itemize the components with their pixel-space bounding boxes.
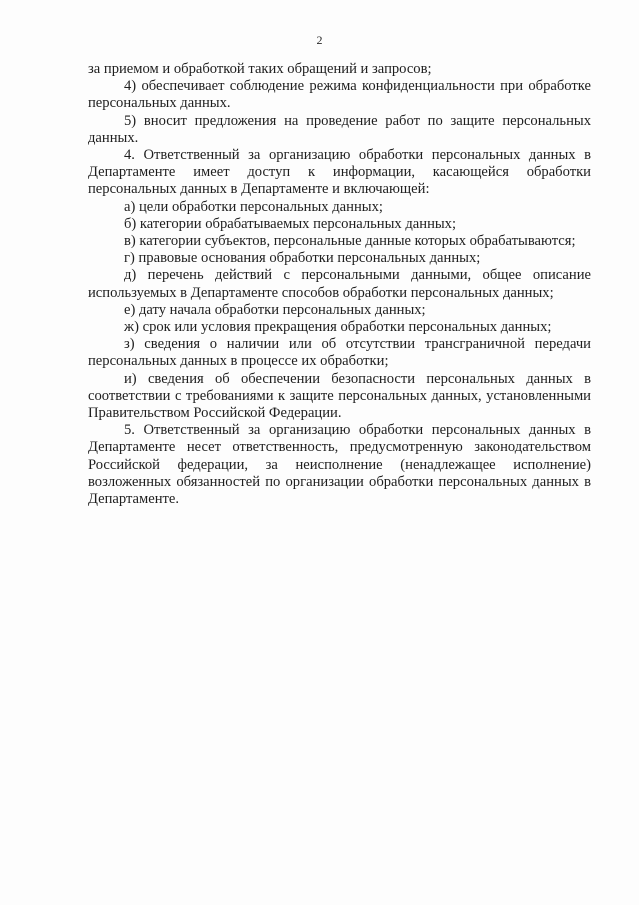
list-item-a: а) цели обработки персональных данных;	[124, 198, 383, 215]
paragraph-continuation: за приемом и обработкой таких обращений и запросов;	[88, 61, 432, 77]
list-item-z: з) сведения о наличии или об отсутствии трансграничной передачи персональных данных в процессе их обработки;	[88, 336, 591, 370]
page-number: 2	[316, 33, 323, 47]
paragraph-section-5: 5. Ответственный за организацию обработки персональных данных в Департаменте несет ответственность, предусмотренную законодательством Российской федерации, за неисполнение (ненадлежащее исполнение) возложенных обязанностей по организации обработки персональных данных в Департаменте.	[88, 422, 591, 508]
list-item-zh: ж) срок или условия прекращения обработки персональных данных;	[124, 319, 552, 336]
paragraph-item-4: 4) обеспечивает соблюдение режима конфиденциальности при обработке персональных данных.	[88, 78, 591, 112]
list-item-i: и) сведения об обеспечении безопасности персональных данных в соответствии с требованиями к защите персональных данных, установленными Правительством Российской Федерации.	[88, 370, 591, 422]
paragraph-section-4: 4. Ответственный за организацию обработки персональных данных в Департаменте имеет доступ к информации, касающейся обработки персональных данных в Департаменте и включающей:	[88, 147, 591, 198]
document-body	[88, 61, 591, 508]
list-item-v: в) категории субъектов, персональные данные которых обрабатываются;	[124, 233, 576, 250]
paragraph-item-5: 5) вносит предложения на проведение работ по защите персональных данных.	[88, 112, 591, 146]
list-item-d: д) перечень действий с персональными данными, общее описание используемых в Департаменте способов обработки персональных данных;	[88, 267, 591, 301]
list-item-g: г) правовые основания обработки персональных данных;	[124, 250, 481, 267]
list-item-b: б) категории обрабатываемых персональных данных;	[124, 215, 457, 232]
list-item-e: е) дату начала обработки персональных данных;	[124, 301, 426, 318]
